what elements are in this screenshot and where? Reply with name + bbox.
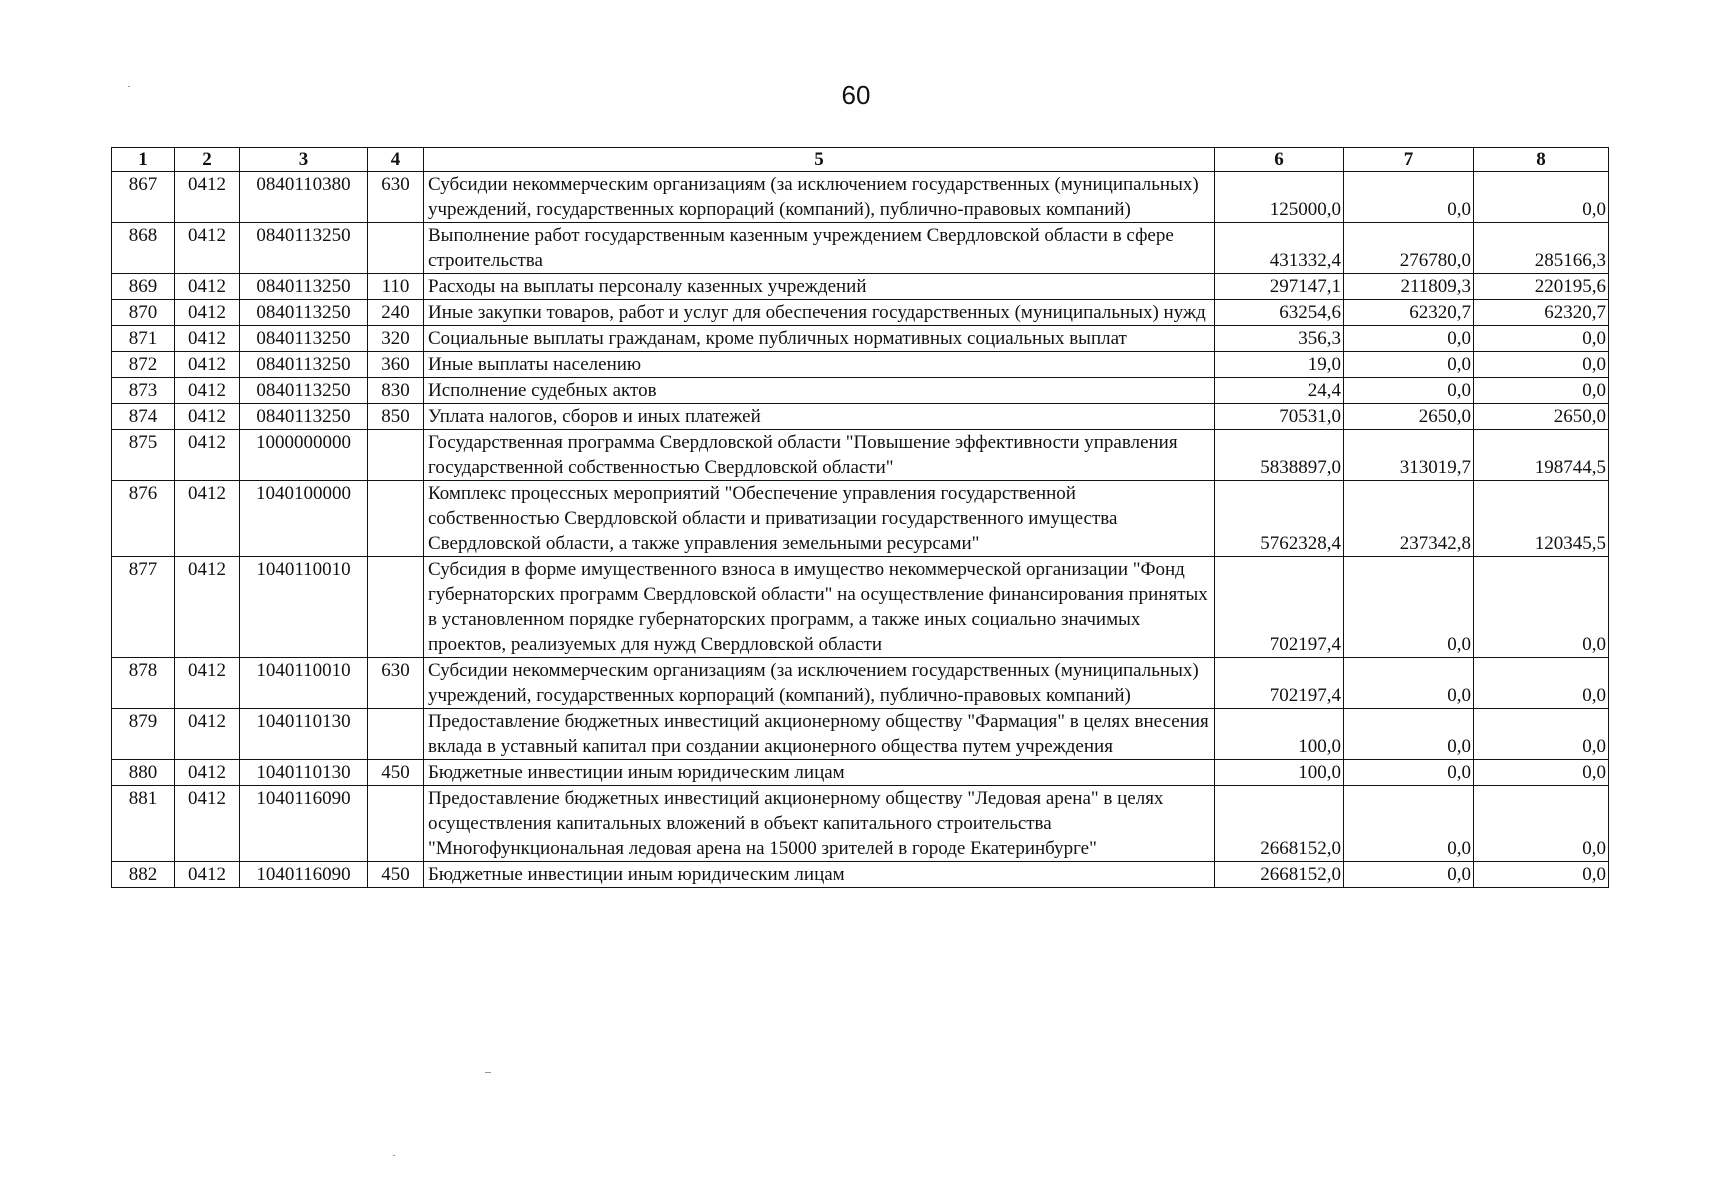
target-article-code: 0840113250 [240,378,368,404]
column-header: 1 [112,148,175,172]
target-article-code: 1040110130 [240,760,368,786]
description: Выполнение работ государственным казенным учреждением Свердловской области в сфере строительства [424,223,1215,274]
target-article-code: 0840113250 [240,223,368,274]
scan-speck [128,86,130,87]
target-article-code: 0840113250 [240,352,368,378]
row-number: 875 [112,430,175,481]
amount-col-7: 313019,7 [1344,430,1474,481]
section-code: 0412 [175,326,240,352]
description: Иные закупки товаров, работ и услуг для обеспечения государственных (муниципальных) нужд [424,300,1215,326]
table-row [112,404,1609,430]
target-article-code: 0840110380 [240,172,368,223]
expense-type-code [368,786,424,862]
table-body [112,172,1609,888]
description: Комплекс процессных мероприятий "Обеспечение управления государственной собственностью Свердловской области и приватизации государственного имущества Свердловской области, а также управления земельными ресурсами" [424,481,1215,557]
amount-col-7: 62320,7 [1344,300,1474,326]
description: Иные выплаты населению [424,352,1215,378]
amount-col-7: 0,0 [1344,658,1474,709]
column-header: 5 [424,148,1215,172]
section-code: 0412 [175,223,240,274]
scan-speck [393,1155,395,1156]
section-code: 0412 [175,760,240,786]
row-number: 872 [112,352,175,378]
amount-col-7: 0,0 [1344,709,1474,760]
target-article-code: 0840113250 [240,326,368,352]
section-code: 0412 [175,430,240,481]
amount-col-6: 2668152,0 [1215,862,1344,888]
amount-col-8: 120345,5 [1474,481,1609,557]
table-row [112,352,1609,378]
table-row [112,326,1609,352]
row-number: 880 [112,760,175,786]
column-header: 8 [1474,148,1609,172]
amount-col-7: 211809,3 [1344,274,1474,300]
expense-type-code [368,709,424,760]
amount-col-6: 2668152,0 [1215,786,1344,862]
amount-col-7: 0,0 [1344,557,1474,658]
row-number: 882 [112,862,175,888]
amount-col-6: 5762328,4 [1215,481,1344,557]
amount-col-8: 62320,7 [1474,300,1609,326]
expense-type-code [368,557,424,658]
expense-type-code: 360 [368,352,424,378]
amount-col-6: 100,0 [1215,760,1344,786]
amount-col-7: 0,0 [1344,760,1474,786]
expense-type-code: 450 [368,862,424,888]
amount-col-6: 356,3 [1215,326,1344,352]
description: Субсидия в форме имущественного взноса в имущество некоммерческой организации "Фонд губернаторских программ Свердловской области" на осуществление финансирования принятых в установленном порядке губернаторских программ, а также иных социально значимых проектов, реализуемых для нужд Свердловской области [424,557,1215,658]
amount-col-8: 0,0 [1474,352,1609,378]
amount-col-8: 0,0 [1474,378,1609,404]
amount-col-8: 0,0 [1474,760,1609,786]
row-number: 879 [112,709,175,760]
table-row [112,274,1609,300]
section-code: 0412 [175,352,240,378]
amount-col-7: 0,0 [1344,378,1474,404]
table-row [112,481,1609,557]
table-row [112,172,1609,223]
column-header: 2 [175,148,240,172]
target-article-code: 1040110010 [240,658,368,709]
amount-col-7: 2650,0 [1344,404,1474,430]
row-number: 870 [112,300,175,326]
amount-col-7: 0,0 [1344,352,1474,378]
expense-type-code: 240 [368,300,424,326]
expense-type-code: 110 [368,274,424,300]
amount-col-6: 431332,4 [1215,223,1344,274]
amount-col-8: 220195,6 [1474,274,1609,300]
expense-type-code [368,223,424,274]
expense-type-code: 850 [368,404,424,430]
amount-col-6: 125000,0 [1215,172,1344,223]
target-article-code: 1040100000 [240,481,368,557]
table-row [112,862,1609,888]
section-code: 0412 [175,862,240,888]
description: Социальные выплаты гражданам, кроме публичных нормативных социальных выплат [424,326,1215,352]
amount-col-7: 0,0 [1344,786,1474,862]
description: Государственная программа Свердловской области "Повышение эффективности управления государственной собственностью Свердловской области" [424,430,1215,481]
table-row [112,786,1609,862]
budget-table [111,147,1609,888]
row-number: 873 [112,378,175,404]
description: Расходы на выплаты персоналу казенных учреждений [424,274,1215,300]
section-code: 0412 [175,274,240,300]
scan-speck [485,1072,491,1073]
row-number: 871 [112,326,175,352]
amount-col-8: 0,0 [1474,557,1609,658]
amount-col-6: 63254,6 [1215,300,1344,326]
section-code: 0412 [175,300,240,326]
target-article-code: 0840113250 [240,404,368,430]
column-header: 3 [240,148,368,172]
target-article-code: 1040116090 [240,786,368,862]
row-number: 878 [112,658,175,709]
section-code: 0412 [175,786,240,862]
expense-type-code: 830 [368,378,424,404]
table-row [112,709,1609,760]
expense-type-code: 450 [368,760,424,786]
description: Предоставление бюджетных инвестиций акционерному обществу "Ледовая арена" в целях осуществления капитальных вложений в объект капитального строительства "Многофункциональная ледовая арена на 15000 зрителей в городе Екатеринбурге" [424,786,1215,862]
amount-col-8: 0,0 [1474,658,1609,709]
row-number: 874 [112,404,175,430]
target-article-code: 1040110010 [240,557,368,658]
expense-type-code [368,430,424,481]
amount-col-8: 0,0 [1474,862,1609,888]
section-code: 0412 [175,709,240,760]
table-header [112,148,1609,172]
expense-type-code [368,481,424,557]
page-number: 60 [841,80,871,110]
amount-col-6: 70531,0 [1215,404,1344,430]
amount-col-8: 0,0 [1474,172,1609,223]
description: Предоставление бюджетных инвестиций акционерному обществу "Фармация" в целях внесения вклада в уставный капитал при создании акционерного общества путем учреждения [424,709,1215,760]
row-number: 867 [112,172,175,223]
row-number: 877 [112,557,175,658]
section-code: 0412 [175,378,240,404]
target-article-code: 1040110130 [240,709,368,760]
column-header: 4 [368,148,424,172]
amount-col-8: 198744,5 [1474,430,1609,481]
column-header: 7 [1344,148,1474,172]
table-row [112,658,1609,709]
description: Исполнение судебных актов [424,378,1215,404]
table-row [112,223,1609,274]
amount-col-8: 0,0 [1474,786,1609,862]
amount-col-6: 702197,4 [1215,557,1344,658]
amount-col-7: 276780,0 [1344,223,1474,274]
amount-col-6: 24,4 [1215,378,1344,404]
amount-col-8: 2650,0 [1474,404,1609,430]
description: Уплата налогов, сборов и иных платежей [424,404,1215,430]
target-article-code: 0840113250 [240,300,368,326]
row-number: 868 [112,223,175,274]
target-article-code: 1040116090 [240,862,368,888]
section-code: 0412 [175,658,240,709]
table-row [112,760,1609,786]
amount-col-6: 19,0 [1215,352,1344,378]
section-code: 0412 [175,172,240,223]
description: Бюджетные инвестиции иным юридическим лицам [424,760,1215,786]
amount-col-6: 100,0 [1215,709,1344,760]
section-code: 0412 [175,481,240,557]
description: Бюджетные инвестиции иным юридическим лицам [424,862,1215,888]
table-row [112,300,1609,326]
section-code: 0412 [175,404,240,430]
amount-col-7: 0,0 [1344,862,1474,888]
amount-col-8: 0,0 [1474,709,1609,760]
amount-col-8: 285166,3 [1474,223,1609,274]
target-article-code: 0840113250 [240,274,368,300]
amount-col-7: 0,0 [1344,172,1474,223]
header-row [112,148,1609,172]
expense-type-code: 320 [368,326,424,352]
expense-type-code: 630 [368,658,424,709]
expense-type-code: 630 [368,172,424,223]
amount-col-6: 702197,4 [1215,658,1344,709]
description: Субсидии некоммерческим организациям (за исключением государственных (муниципальных) учреждений, государственных корпораций (компаний), публично-правовых компаний) [424,172,1215,223]
amount-col-8: 0,0 [1474,326,1609,352]
table-row [112,378,1609,404]
table-row [112,557,1609,658]
amount-col-6: 5838897,0 [1215,430,1344,481]
amount-col-6: 297147,1 [1215,274,1344,300]
row-number: 876 [112,481,175,557]
row-number: 869 [112,274,175,300]
description: Субсидии некоммерческим организациям (за исключением государственных (муниципальных) учреждений, государственных корпораций (компаний), публично-правовых компаний) [424,658,1215,709]
target-article-code: 1000000000 [240,430,368,481]
table-row [112,430,1609,481]
column-header: 6 [1215,148,1344,172]
amount-col-7: 0,0 [1344,326,1474,352]
row-number: 881 [112,786,175,862]
section-code: 0412 [175,557,240,658]
amount-col-7: 237342,8 [1344,481,1474,557]
